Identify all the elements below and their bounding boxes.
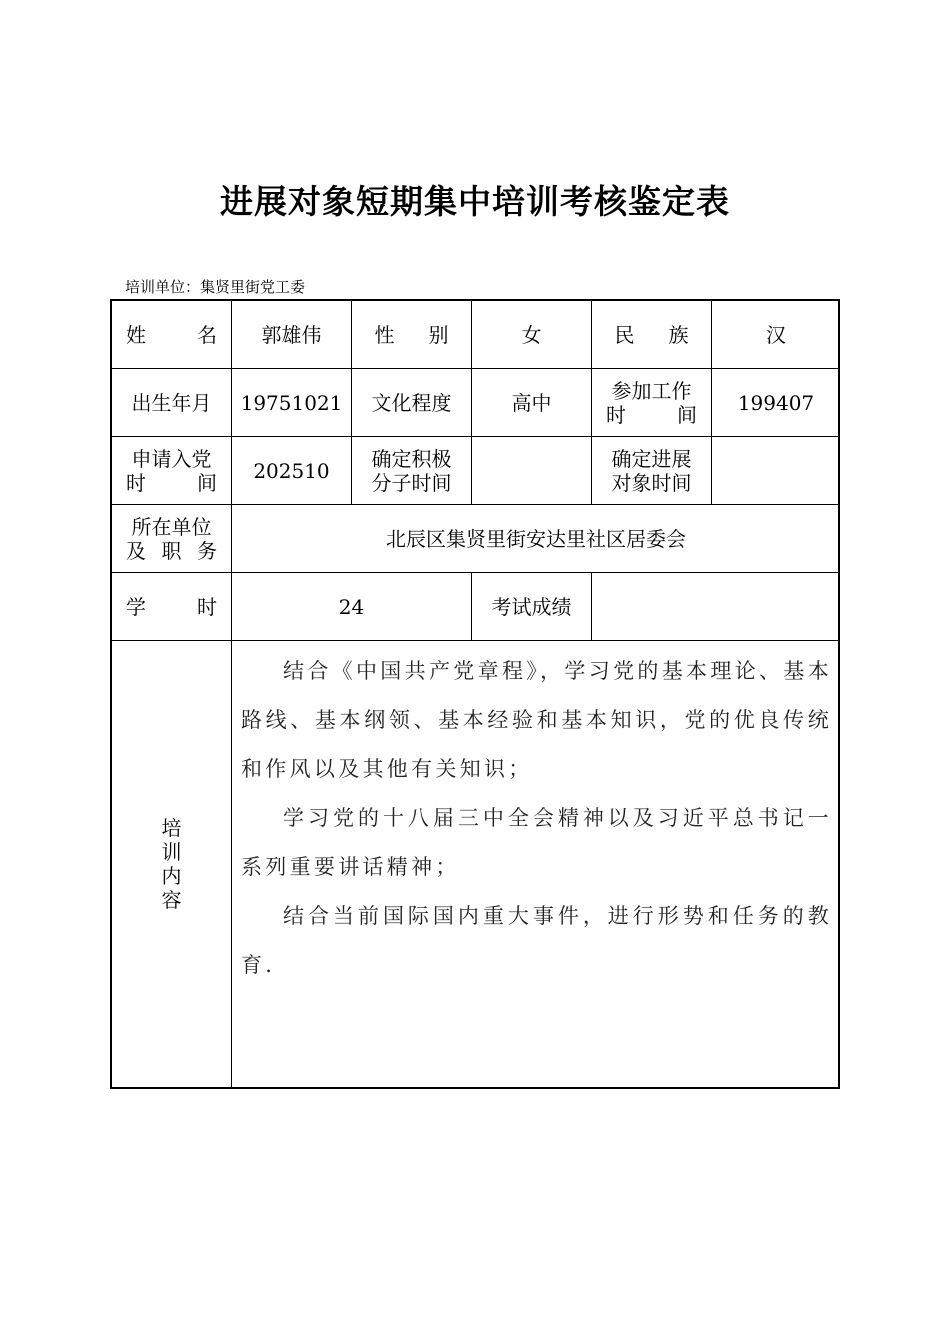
hours-label <box>112 573 232 641</box>
apply-label-line1: 申请入党 <box>131 446 212 471</box>
activist-label <box>352 437 472 505</box>
develop-label <box>592 437 712 505</box>
content-paragraph-1: 结合《中国共产党章程》，学习党的基本理论、基本路线、基本纲领、基本经验和基本知识，党的优良传统和作风以及其他有关知识； <box>241 659 832 781</box>
hours-label-b: 时 <box>197 594 217 619</box>
training-content <box>231 641 840 1089</box>
employer-label-2c: 务 <box>197 538 217 563</box>
content-paragraph-2: 学习党的十八届三中全会精神以及习近平总书记一系列重要讲话精神； <box>241 806 832 879</box>
gender-value: 女 <box>472 301 592 369</box>
apply-label-2b: 间 <box>197 470 217 495</box>
work-start-label <box>592 369 712 437</box>
content-label-char-3: 内 <box>161 864 182 888</box>
apply-label <box>112 437 232 505</box>
form-title: 进展对象短期集中培训考核鉴定表 <box>220 182 730 221</box>
name-label-a: 姓 <box>126 322 146 347</box>
hours-value: 24 <box>232 573 472 641</box>
training-unit: 培训单位：集贤里街党工委 <box>125 278 306 296</box>
work-start-label-line2 <box>606 403 697 427</box>
employer-label <box>112 505 232 573</box>
exam-label: 考试成绩 <box>472 573 592 641</box>
apply-label-line2 <box>126 471 217 495</box>
content-label-char-1: 培 <box>161 816 182 840</box>
develop-label-line2: 对象时间 <box>611 470 692 495</box>
assessment-table <box>110 299 840 1089</box>
activist-value <box>472 437 592 505</box>
hours-label-a: 学 <box>126 594 146 619</box>
exam-value <box>592 573 840 641</box>
education-value: 高中 <box>472 369 592 437</box>
activist-label-line2: 分子时间 <box>371 470 452 495</box>
develop-label-line1: 确定进展 <box>611 446 692 471</box>
activist-label-line1: 确定积极 <box>371 446 452 471</box>
ethnicity-label <box>592 301 712 369</box>
work-start-label-line1: 参加工作 <box>611 378 692 403</box>
employer-label-2b: 职 <box>161 538 182 563</box>
content-label <box>112 641 232 1087</box>
gender-label-b: 别 <box>428 322 449 347</box>
gender-label-a: 性 <box>374 322 395 347</box>
ethnicity-label-b: 族 <box>668 322 689 347</box>
content-paragraph-3: 结合当前国际国内重大事件，进行形势和任务的教育. <box>241 904 832 977</box>
content-label-char-2: 训 <box>161 840 182 864</box>
apply-label-2a: 时 <box>126 470 146 495</box>
content-label-char-4: 容 <box>161 888 182 912</box>
work-start-label-2a: 时 <box>606 402 626 427</box>
education-label: 文化程度 <box>352 369 472 437</box>
name-value: 郭雄伟 <box>232 301 352 369</box>
birth-label: 出生年月 <box>112 369 232 437</box>
ethnicity-value: 汉 <box>712 301 840 369</box>
gender-label <box>352 301 472 369</box>
employer-label-line2 <box>126 539 217 563</box>
develop-value <box>712 437 840 505</box>
name-label <box>112 301 232 369</box>
employer-label-line1: 所在单位 <box>131 514 212 539</box>
ethnicity-label-a: 民 <box>614 322 635 347</box>
employer-value: 北辰区集贤里街安达里社区居委会 <box>232 505 840 573</box>
work-start-value: 199407 <box>712 369 840 437</box>
name-label-b: 名 <box>197 322 217 347</box>
work-start-label-2b: 间 <box>677 402 697 427</box>
birth-value: 19751021 <box>232 369 352 437</box>
employer-label-2a: 及 <box>126 538 146 563</box>
apply-value: 202510 <box>232 437 352 505</box>
